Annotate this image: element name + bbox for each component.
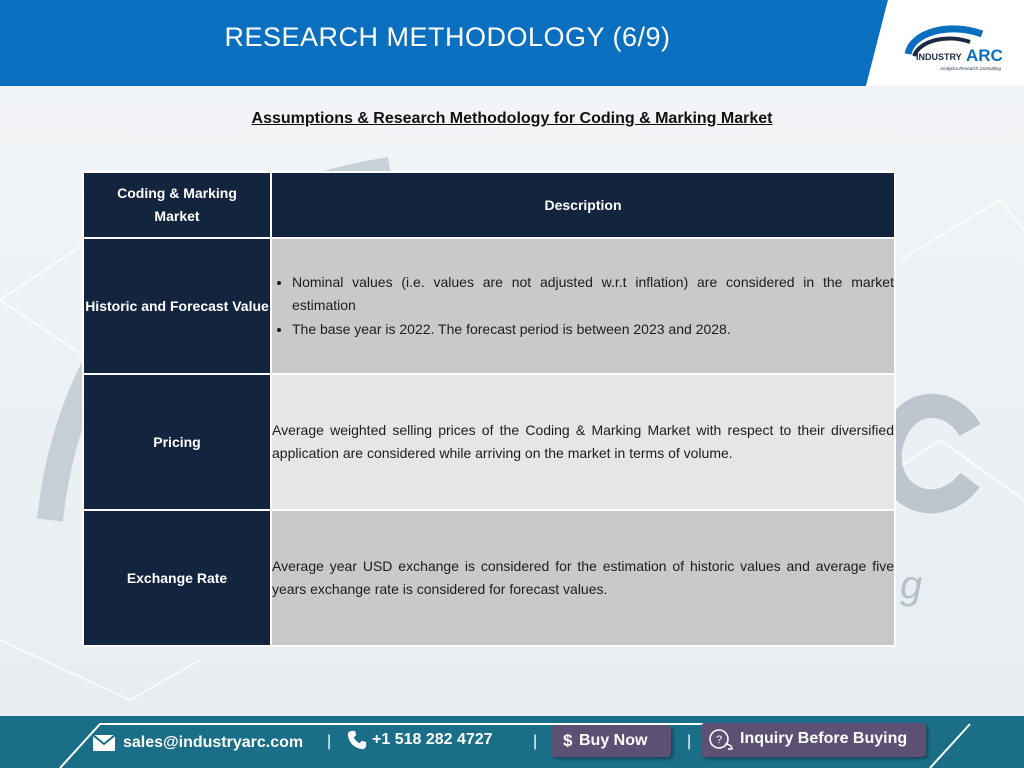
footer-separator: | bbox=[327, 733, 332, 750]
row-label-exchange-rate: Exchange Rate bbox=[83, 510, 271, 646]
svg-text:ARC: ARC bbox=[966, 46, 1003, 65]
row-description-historic-forecast bbox=[271, 238, 895, 374]
table-header-market: Coding & Marking Market bbox=[83, 172, 271, 238]
svg-text:Analytics.Research.Consulting: Analytics.Research.Consulting bbox=[940, 66, 1002, 71]
chat-question-icon bbox=[708, 728, 734, 752]
table-row bbox=[83, 510, 895, 646]
page-title: RESEARCH METHODOLOGY (6/9) bbox=[224, 22, 671, 52]
row-label-pricing: Pricing bbox=[83, 374, 271, 510]
inquiry-label: Inquiry Before Buying bbox=[740, 730, 908, 747]
buy-now-button[interactable] bbox=[551, 725, 671, 757]
footer-separator: | bbox=[687, 733, 692, 750]
table-row bbox=[83, 374, 895, 510]
table-header-description: Description bbox=[271, 172, 895, 238]
buy-now-label: Buy Now bbox=[579, 732, 648, 749]
svg-text:?: ? bbox=[716, 734, 723, 746]
industryarc-logo bbox=[900, 14, 1020, 74]
table-header-row bbox=[83, 172, 895, 238]
footer-separator: | bbox=[533, 733, 538, 750]
methodology-table bbox=[82, 171, 896, 647]
row-label-historic-forecast: Historic and Forecast Value bbox=[83, 238, 271, 374]
phone-icon bbox=[346, 729, 368, 751]
table-row bbox=[83, 238, 895, 374]
bullet-list bbox=[272, 271, 894, 342]
svg-text:INDUSTRY: INDUSTRY bbox=[916, 52, 962, 62]
row-description-pricing: Average weighted selling prices of the Coding & Marking Market with respect to their diversified application are considered while arriving on the market in terms of volume. bbox=[271, 374, 895, 510]
mail-icon bbox=[92, 734, 116, 752]
bullet-item: • Nominal values (i.e. values are not adjusted w.r.t inflation) are considered in the market estimation bbox=[292, 271, 894, 318]
section-subtitle: Assumptions & Research Methodology for Coding & Marking Market bbox=[251, 110, 773, 127]
bullet-item: • The base year is 2022. The forecast period is between 2023 and 2028. bbox=[292, 318, 894, 342]
email-link[interactable]: sales@industryarc.com bbox=[123, 734, 304, 751]
phone-link[interactable]: +1 518 282 4727 bbox=[372, 731, 493, 748]
svg-text:g: g bbox=[900, 563, 923, 607]
row-description-exchange-rate: Average year USD exchange is considered for the estimation of historic values and average five years exchange rate is considered for forecast values. bbox=[271, 510, 895, 646]
inquiry-before-buying-button[interactable] bbox=[701, 723, 926, 757]
dollar-icon: $ bbox=[563, 731, 573, 750]
